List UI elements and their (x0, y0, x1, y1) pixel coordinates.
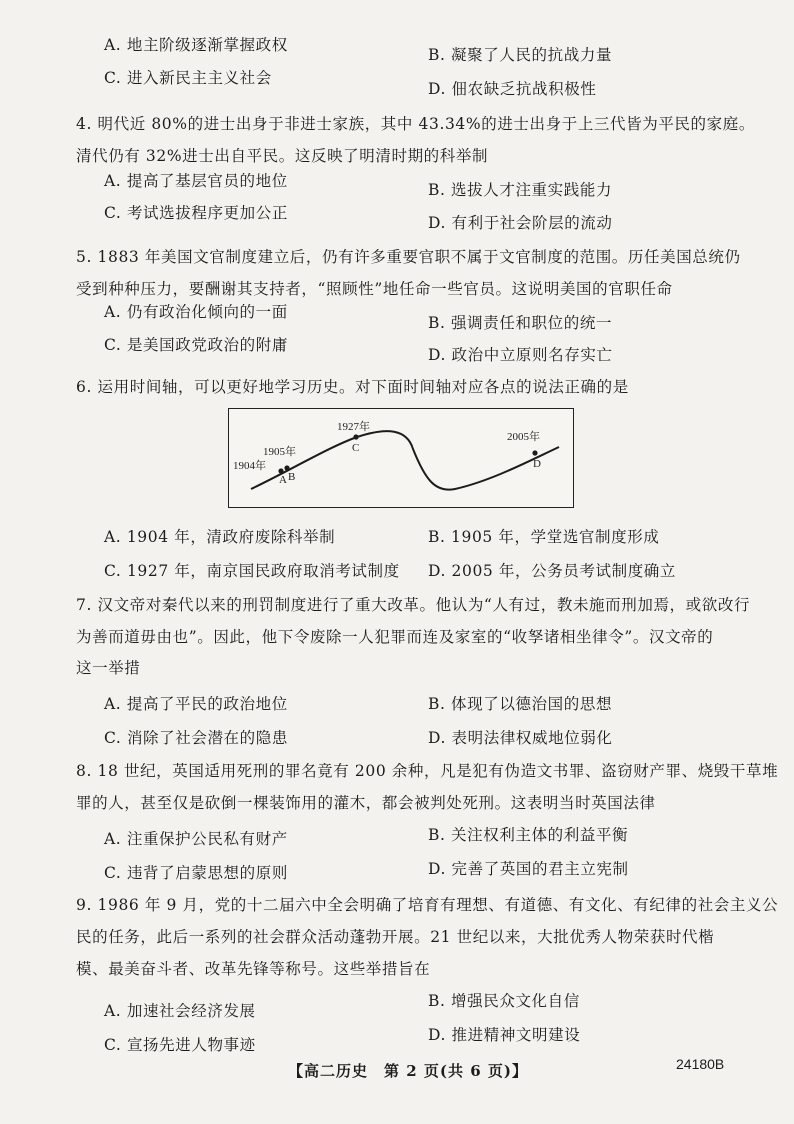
timeline-label-1905: 1905年 (263, 446, 296, 458)
q8-option-d: D. 完善了英国的君主立宪制 (428, 860, 629, 878)
timeline-point-a (278, 468, 283, 473)
timeline-svg (229, 409, 573, 507)
q5-stem-line2: 受到种种压力，要酬谢其支持者，“照顾性”地任命一些官员。这说明美国的官职任命 (76, 280, 673, 298)
q7-option-b: B. 体现了以德治国的思想 (428, 695, 613, 713)
q4-option-c: C. 考试选拔程序更加公正 (104, 204, 288, 222)
q8-option-b: B. 关注权利主体的利益平衡 (428, 826, 629, 844)
q5-option-c: C. 是美国政党政治的附庸 (104, 336, 288, 354)
q7-option-c: C. 消除了社会潜在的隐患 (104, 729, 288, 747)
timeline-mark-b: B (288, 471, 296, 483)
timeline-point-b (284, 465, 289, 470)
q6-option-a: A. 1904 年，清政府废除科举制 (104, 528, 336, 546)
timeline-label-2005: 2005年 (507, 431, 540, 443)
q9-stem-line3: 模、最美奋斗者、改革先锋等称号。这些举措旨在 (76, 960, 431, 978)
q5-stem-line1: 5. 1883 年美国文官制度建立后，仍有许多重要官职不属于文官制度的范围。历任美国总统仍 (76, 248, 741, 266)
q7-stem-line2: 为善而道毋由也”。因此，他下令废除一人犯罪而连及家室的“收孥诸相坐律令”。汉文帝的 (76, 628, 714, 646)
q7-option-a: A. 提高了平民的政治地位 (104, 695, 288, 713)
q8-option-a: A. 注重保护公民私有财产 (104, 830, 288, 848)
q3-option-c: C. 进入新民主主义社会 (104, 69, 272, 87)
timeline-point-d (532, 450, 537, 455)
q3-option-a: A. 地主阶级逐渐掌握政权 (104, 36, 288, 54)
q9-stem-line2: 民的任务，此后一系列的社会群众活动蓬勃开展。21 世纪以来，大批优秀人物荣获时代楷 (76, 928, 715, 946)
q6-option-c: C. 1927 年，南京国民政府取消考试制度 (104, 562, 400, 580)
timeline-point-c (353, 434, 358, 439)
timeline-mark-a: A (279, 474, 287, 486)
q9-stem-line1: 9. 1986 年 9 月，党的十二届六中全会明确了培育有理想、有道德、有文化、有纪律的社会主义公 (76, 896, 779, 914)
q5-option-d: D. 政治中立原则名存实亡 (428, 346, 613, 364)
q4-option-b: B. 选拔人才注重实践能力 (428, 181, 613, 199)
q5-option-b: B. 强调责任和职位的统一 (428, 314, 613, 332)
timeline-mark-c: C (352, 442, 360, 454)
q3-option-d: D. 佃农缺乏抗战积极性 (428, 80, 597, 98)
q4-option-d: D. 有利于社会阶层的流动 (428, 214, 613, 232)
q9-option-a: A. 加速社会经济发展 (104, 1002, 256, 1020)
timeline-label-1904: 1904年 (233, 460, 266, 472)
q6-stem-line1: 6. 运用时间轴，可以更好地学习历史。对下面时间轴对应各点的说法正确的是 (76, 378, 629, 396)
q5-option-a: A. 仍有政治化倾向的一面 (104, 303, 288, 321)
q3-option-b: B. 凝聚了人民的抗战力量 (428, 46, 613, 64)
q7-option-d: D. 表明法律权威地位弱化 (428, 729, 613, 747)
page-footer-title: 【高二历史 第 2 页(共 6 页)】 (288, 1062, 528, 1080)
timeline-mark-d: D (533, 458, 541, 470)
q4-stem-line2: 清代仍有 32%进士出自平民。这反映了明清时期的科举制 (76, 147, 489, 165)
q8-stem-line1: 8. 18 世纪，英国适用死刑的罪名竟有 200 余种，凡是犯有伪造文书罪、盗窃财产罪、烧毁干草堆 (76, 762, 779, 780)
q4-stem-line1: 4. 明代近 80%的进士出身于非进士家族，其中 43.34%的进士出身于上三代皆为平民的家庭。 (76, 115, 755, 133)
q7-stem-line1: 7. 汉文帝对秦代以来的刑罚制度进行了重大改革。他认为“人有过，教未施而刑加焉，或欲改行 (76, 596, 751, 614)
q4-option-a: A. 提高了基层官员的地位 (104, 172, 288, 190)
q8-stem-line2: 罪的人，甚至仅是砍倒一棵装饰用的灌木，都会被判处死刑。这表明当时英国法律 (76, 794, 656, 812)
q9-option-c: C. 宣扬先进人物事迹 (104, 1036, 256, 1054)
paper-code: 24180B (676, 1056, 725, 1072)
q8-option-c: C. 违背了启蒙思想的原则 (104, 864, 288, 882)
q7-stem-line3: 这一举措 (76, 659, 141, 677)
q9-option-d: D. 推进精神文明建设 (428, 1026, 581, 1044)
q9-option-b: B. 增强民众文化自信 (428, 992, 580, 1010)
q6-option-d: D. 2005 年，公务员考试制度确立 (428, 562, 677, 580)
timeline-label-1927: 1927年 (337, 421, 370, 433)
q6-option-b: B. 1905 年，学堂选官制度形成 (428, 528, 660, 546)
timeline-figure (228, 408, 574, 508)
